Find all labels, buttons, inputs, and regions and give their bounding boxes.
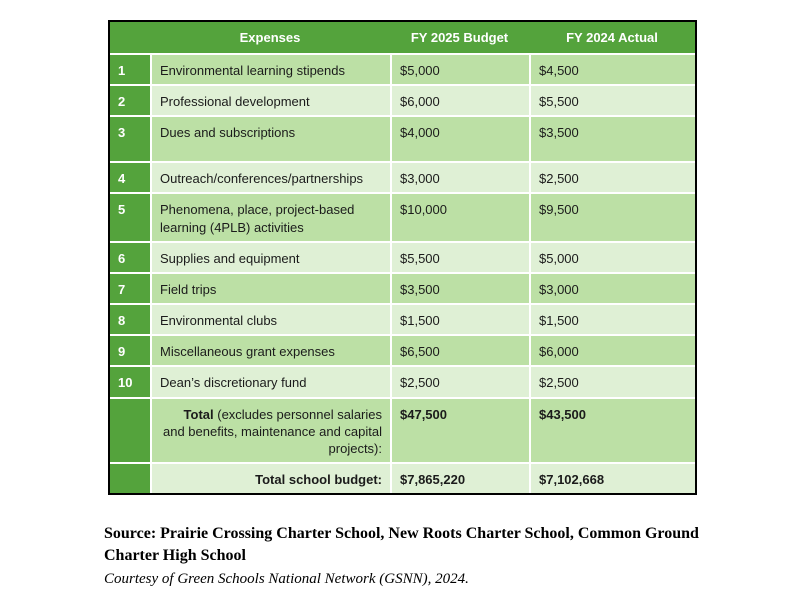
- budget-cell: $6,500: [390, 336, 529, 367]
- actual-cell: $4,500: [529, 55, 695, 86]
- expense-cell: Environmental learning stipends: [150, 55, 390, 86]
- actual-cell: $3,500: [529, 117, 695, 163]
- expense-cell: Miscellaneous grant expenses: [150, 336, 390, 367]
- actual-cell: $3,000: [529, 274, 695, 305]
- row-number-cell: 1: [110, 55, 150, 86]
- table-row: [110, 305, 695, 336]
- header-cell-number: [110, 22, 150, 55]
- actual-cell: $5,500: [529, 86, 695, 117]
- table-row: [110, 336, 695, 367]
- budget-cell: $6,000: [390, 86, 529, 117]
- total-label-bold: Total: [183, 406, 214, 422]
- total-label-rest: (excludes personnel salaries and benefits, maintenance and capital projects):: [163, 406, 382, 456]
- budget-cell: $5,500: [390, 243, 529, 274]
- row-number-cell: 9: [110, 336, 150, 367]
- header-cell-fy2025-budget: FY 2025 Budget: [390, 22, 529, 55]
- school-budget-actual-cell: $7,102,668: [529, 464, 695, 493]
- expense-cell: Dues and subscriptions: [150, 117, 390, 163]
- table-row: [110, 274, 695, 305]
- header-cell-fy2024-actual: FY 2024 Actual: [529, 22, 695, 55]
- row-number-cell: 3: [110, 117, 150, 163]
- table-row: [110, 367, 695, 398]
- row-number-cell: 8: [110, 305, 150, 336]
- actual-cell: $2,500: [529, 367, 695, 398]
- total-row: [110, 399, 695, 464]
- table-row: [110, 243, 695, 274]
- header-cell-expenses: Expenses: [150, 22, 390, 55]
- budget-cell: $5,000: [390, 55, 529, 86]
- table-row: [110, 194, 695, 242]
- actual-cell: $2,500: [529, 163, 695, 194]
- total-budget-cell: $47,500: [390, 399, 529, 464]
- row-number-cell: 4: [110, 163, 150, 194]
- expense-cell: Dean’s discretionary fund: [150, 367, 390, 398]
- source-attribution: Source: Prairie Crossing Charter School, New Roots Charter School, Common Ground Charter High School: [104, 525, 699, 565]
- actual-cell: $9,500: [529, 194, 695, 242]
- school-budget-row: [110, 464, 695, 493]
- school-budget-label-cell: Total school budget:: [150, 464, 390, 493]
- total-actual-cell: $43,500: [529, 399, 695, 464]
- table-row: [110, 55, 695, 86]
- row-number-cell: 5: [110, 194, 150, 242]
- actual-cell: $1,500: [529, 305, 695, 336]
- row-number-cell: [110, 464, 150, 493]
- expense-cell: Outreach/conferences/partnerships: [150, 163, 390, 194]
- row-number-cell: 7: [110, 274, 150, 305]
- school-budget-budget-cell: $7,865,220: [390, 464, 529, 493]
- table-row: [110, 117, 695, 163]
- table-row: [110, 86, 695, 117]
- row-number-cell: 2: [110, 86, 150, 117]
- budget-cell: $2,500: [390, 367, 529, 398]
- actual-cell: $5,000: [529, 243, 695, 274]
- budget-cell: $10,000: [390, 194, 529, 242]
- budget-cell: $3,500: [390, 274, 529, 305]
- expenses-table: [108, 20, 697, 495]
- row-number-cell: 10: [110, 367, 150, 398]
- row-number-cell: [110, 399, 150, 464]
- expense-cell: Professional development: [150, 86, 390, 117]
- expense-cell: Supplies and equipment: [150, 243, 390, 274]
- table-header-row: [110, 22, 695, 55]
- expense-cell: Phenomena, place, project-based learning (4PLB) activities: [150, 194, 390, 242]
- expense-cell: Environmental clubs: [150, 305, 390, 336]
- courtesy-note: Courtesy of Green Schools National Network (GSNN), 2024.: [104, 571, 469, 587]
- total-label-cell: [150, 399, 390, 464]
- budget-cell: $1,500: [390, 305, 529, 336]
- expense-cell: Field trips: [150, 274, 390, 305]
- actual-cell: $6,000: [529, 336, 695, 367]
- budget-cell: $3,000: [390, 163, 529, 194]
- table-row: [110, 163, 695, 194]
- row-number-cell: 6: [110, 243, 150, 274]
- budget-cell: $4,000: [390, 117, 529, 163]
